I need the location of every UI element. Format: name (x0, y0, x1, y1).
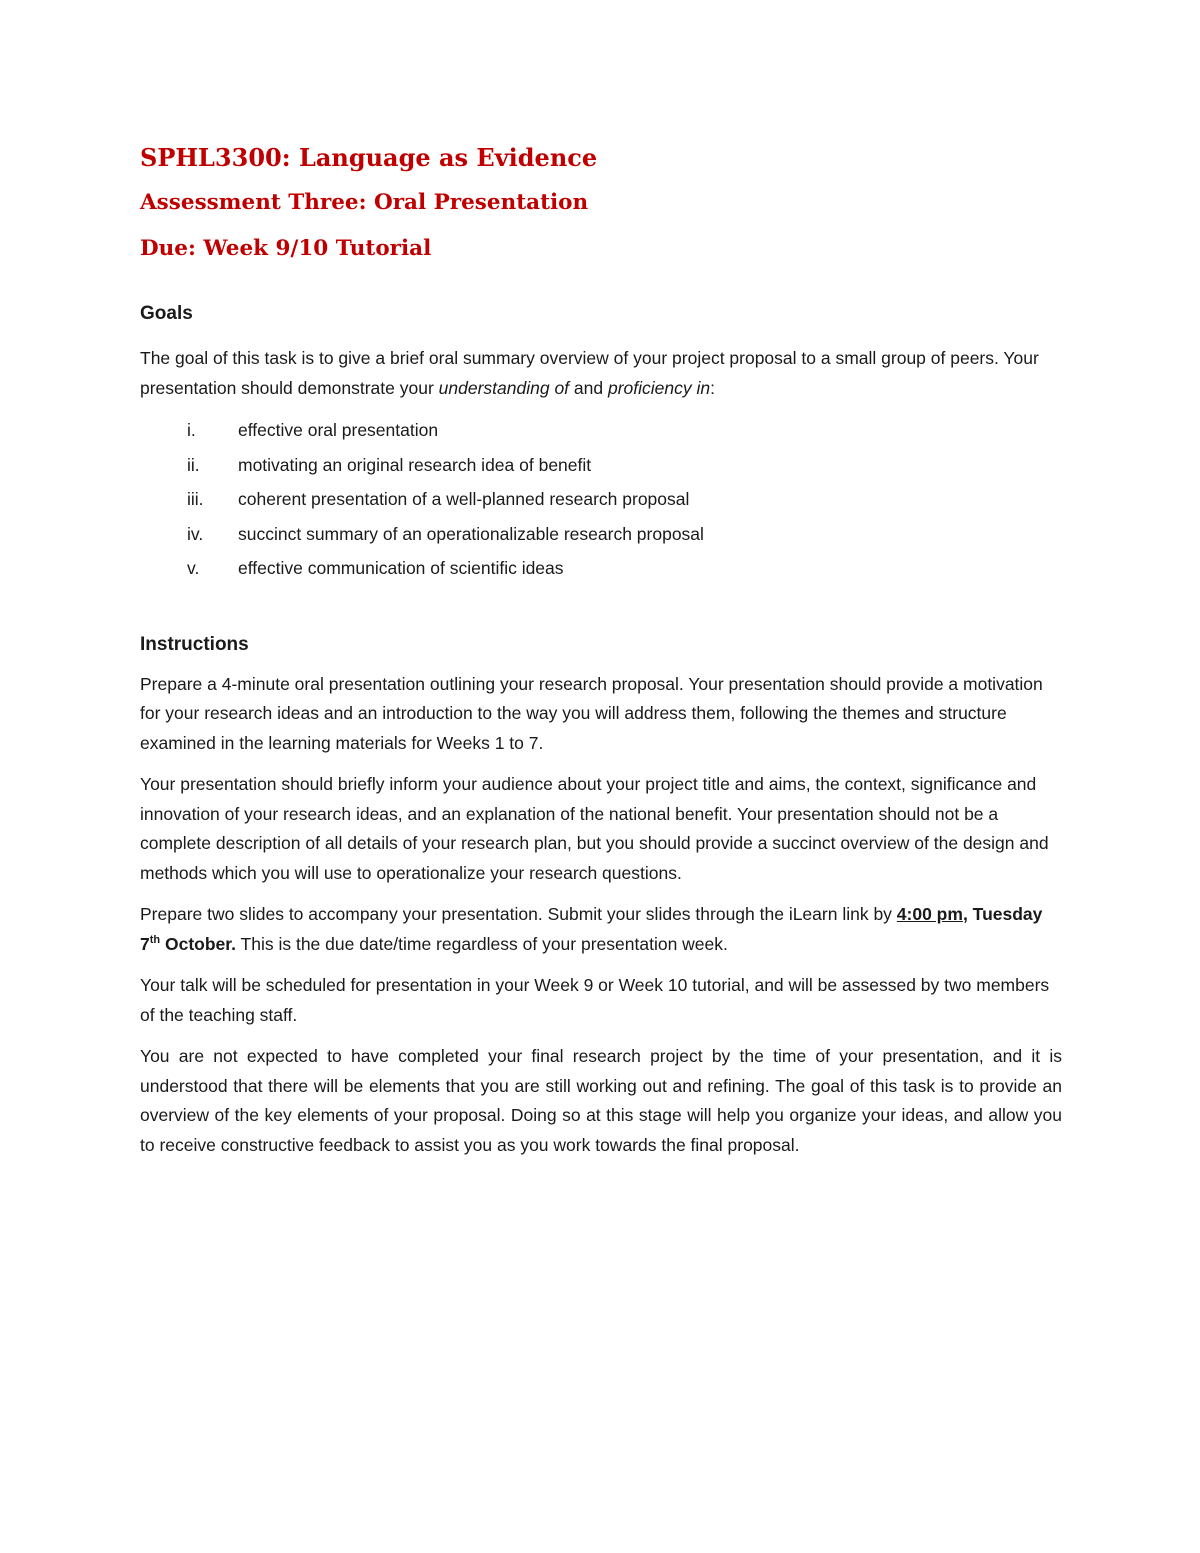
list-item-text: coherent presentation of a well-planned research proposal (238, 489, 690, 509)
list-item (140, 482, 1062, 517)
list-item (140, 413, 1062, 448)
instructions-paragraph-2: Your presentation should briefly inform your audience about your project title and aims, the context, significance and innovation of your research ideas, and an explanation of the national benefit. Your presentation should not be a complete description of all details of your research plan, but you should provide a succinct overview of the design and methods which you will use to operationalize your research questions. (140, 774, 1049, 883)
due-time: 4:00 pm (896, 904, 963, 924)
goals-intro: The goal of this task is to give a brief oral summary overview of your project proposal to a small group of peers. Your presentation should demonstrate your understanding of and proficiency in: (140, 348, 1039, 398)
list-item-number: iii. (187, 489, 204, 509)
list-item-text: effective communication of scientific ideas (238, 558, 564, 578)
list-item (140, 517, 1062, 552)
list-item (140, 448, 1062, 483)
due-day: Tuesday 7 (140, 904, 1043, 954)
instructions-paragraph-4: Your talk will be scheduled for presentation in your Week 9 or Week 10 tutorial, and will be assessed by two members of the teaching staff. (140, 975, 1050, 1025)
goals-heading: Goals (140, 303, 193, 324)
instructions-heading: Instructions (140, 633, 249, 655)
assessment-title: Assessment Three: Oral Presentation (140, 190, 589, 215)
instructions-paragraph-5: You are not expected to have completed your final research project by the time of your presentation, and it is understood that there will be elements that you are still working out and refining. The goal of this task is to provide an overview of the key elements of your proposal. Doing so at this stage will help you organize your ideas, and allow you to receive constructive feedback to assist you as you work towards the final proposal. (140, 1046, 1062, 1155)
list-item-text: succinct summary of an operationalizable research proposal (238, 523, 704, 544)
document-body (140, 138, 1062, 1160)
list-item-number: v. (187, 558, 200, 578)
list-item-number: i. (187, 420, 196, 440)
course-title: SPHL3300: Language as Evidence (140, 143, 598, 172)
due-title: Due: Week 9/10 Tutorial (140, 235, 432, 261)
list-item-number: iv. (187, 523, 204, 544)
list-item-text: motivating an original research idea of benefit (238, 454, 592, 475)
goals-list (140, 413, 1062, 586)
list-item-text: effective oral presentation (238, 420, 439, 440)
instructions-paragraph-1: Prepare a 4-minute oral presentation outlining your research proposal. Your presentation should provide a motivation for your research ideas and an introduction to the way you will address them, following the themes and structure examined in the learning materials for Weeks 1 to 7. (140, 673, 1043, 753)
list-item (140, 551, 1062, 586)
due-month: October. (160, 933, 236, 954)
instructions-paragraph-3: Prepare two slides to accompany your presentation. Submit your slides through the iLearn link by 4:00 pm, Tuesday 7th October. This is the due date/time regardless of your presentation week. (140, 904, 1043, 954)
list-item-number: ii. (187, 454, 200, 475)
